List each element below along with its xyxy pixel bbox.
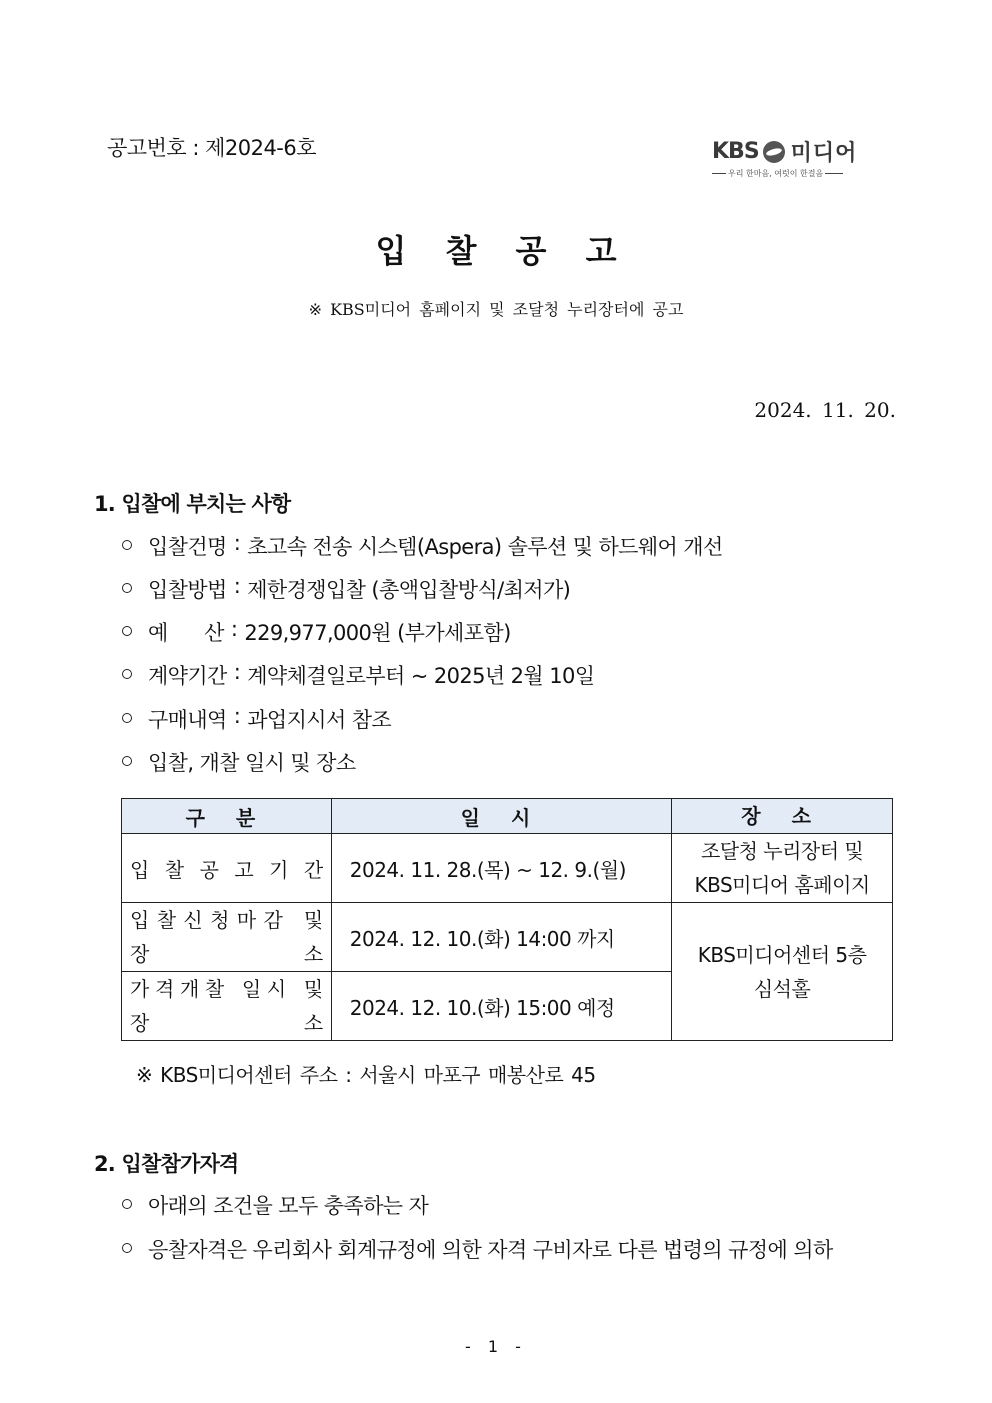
bullet-circle-icon	[122, 1199, 132, 1209]
header-category: 구 분	[122, 799, 332, 834]
bullet-circle-icon	[122, 713, 132, 723]
category-char: 신	[183, 908, 203, 932]
category-char	[290, 903, 296, 937]
category-char: 가	[130, 977, 149, 1001]
item-value: 초고속 전송 시스템(Aspera) 솔루션 및 하드웨어 개선	[247, 535, 723, 559]
kbs-media-logo	[712, 136, 877, 184]
category-line-2-left: 장	[130, 1011, 149, 1035]
cell-category	[122, 972, 332, 1041]
category-line-2-left: 장	[130, 942, 149, 966]
category-char: 고	[234, 857, 254, 882]
logo-slogan: 우리 한마음, 여럿이 한걸음	[728, 169, 824, 178]
category-char: 찰	[204, 977, 224, 1001]
category-spread-text	[130, 854, 323, 883]
category-char	[292, 972, 298, 1006]
section-2-heading: 2. 입찰참가자격	[94, 1152, 239, 1176]
category-line-2	[130, 1006, 323, 1040]
category-char: 마	[236, 908, 256, 932]
category-char: 공	[199, 857, 219, 882]
table-row	[122, 834, 893, 903]
place-line: KBS미디어 홈페이지	[694, 873, 870, 897]
category-line-1	[130, 903, 323, 937]
item-value: 응찰자격은 우리회사 회계규정에 의한 자격 구비자로 다른 법령의 규정에 의하	[148, 1238, 833, 1262]
cell-datetime: 2024. 12. 10.(화) 15:00 예정	[331, 972, 671, 1041]
item-key: 입찰방법	[148, 578, 227, 602]
cell-place	[672, 834, 893, 903]
list-item: 입찰방법 : 제한경쟁입찰 (총액입찰방식/최저가)	[120, 574, 570, 604]
category-char	[230, 972, 236, 1006]
announcement-date: 2024. 11. 20.	[754, 398, 896, 422]
table-row	[122, 903, 893, 972]
list-item: 계약기간 : 계약체결일로부터 ~ 2025년 2월 10일	[120, 660, 594, 690]
place-line: KBS미디어센터 5층	[697, 942, 867, 967]
list-item	[120, 1234, 833, 1264]
item-value: 입찰, 개찰 일시 및 장소	[148, 751, 356, 775]
page-number: - 1 -	[465, 1337, 527, 1356]
cell-datetime: 2024. 11. 28.(목) ~ 12. 9.(월)	[331, 834, 671, 903]
list-item: 구매내역 : 과업지시서 참조	[120, 704, 391, 734]
category-char: 입	[130, 908, 149, 932]
bullet-circle-icon	[122, 583, 132, 593]
logo-rule-left	[712, 173, 726, 174]
category-char: 및	[303, 908, 323, 932]
item-key: 계약기간	[148, 664, 227, 688]
place-line: 조달청 누리장터 및	[700, 839, 864, 863]
category-char: 격	[154, 977, 174, 1001]
item-value: 229,977,000원 (부가세포함)	[244, 621, 511, 645]
page-title: 입 찰 공 고	[375, 232, 631, 270]
logo-rule-right	[825, 173, 843, 174]
bullet-circle-icon	[122, 669, 132, 679]
cell-category	[122, 903, 332, 972]
category-line-2	[130, 937, 323, 971]
list-item	[120, 1190, 428, 1220]
logo-brand-korean: 미디어	[790, 141, 858, 166]
bullet-circle-icon	[122, 1243, 132, 1253]
item-key: 구매내역	[148, 708, 227, 732]
list-item	[120, 747, 356, 777]
item-key: 예 산	[148, 621, 224, 645]
item-key: 입찰건명	[148, 535, 227, 559]
list-item: 예 산 : 229,977,000원 (부가세포함)	[120, 617, 511, 647]
kbs-emblem-icon	[763, 141, 785, 163]
bullet-circle-icon	[122, 626, 132, 636]
cell-datetime: 2024. 12. 10.(화) 14:00 까지	[331, 903, 671, 972]
cell-place-merged	[672, 903, 893, 1041]
category-char: 청	[210, 908, 229, 932]
place-line: 심석홀	[753, 976, 811, 1001]
category-char: 개	[179, 977, 199, 1001]
category-line-1	[130, 972, 323, 1006]
category-char: 찰	[156, 908, 176, 932]
category-char: 및	[303, 977, 323, 1001]
address-note: ※ KBS미디어센터 주소 : 서울시 마포구 매봉산로 45	[136, 1063, 596, 1087]
cell-category	[122, 834, 332, 903]
category-char: 찰	[164, 857, 184, 882]
category-char: 간	[303, 857, 323, 882]
category-char: 감	[263, 908, 283, 932]
item-value: 아래의 조건을 모두 충족하는 자	[148, 1194, 429, 1218]
section-1-heading: 1. 입찰에 부치는 사항	[94, 492, 291, 516]
item-value: 과업지시서 참조	[247, 708, 392, 732]
table-header-row	[122, 799, 893, 834]
category-char: 입	[130, 857, 149, 882]
item-value: 제한경쟁입찰 (총액입찰방식/최저가)	[247, 578, 571, 602]
logo-brand-latin: KBS	[712, 139, 759, 164]
bullet-circle-icon	[122, 540, 132, 550]
header-datetime: 일 시	[331, 799, 671, 834]
category-char: 일	[241, 977, 261, 1001]
bullet-circle-icon	[122, 756, 132, 766]
category-char: 시	[266, 977, 286, 1001]
category-line-2-right: 소	[303, 942, 323, 966]
subtitle-note: ※ KBS미디어 홈페이지 및 조달청 누리장터에 공고	[308, 300, 684, 319]
list-item: 입찰건명 : 초고속 전송 시스템(Aspera) 솔루션 및 하드웨어 개선	[120, 531, 723, 561]
schedule-table	[121, 798, 893, 1041]
category-line-2-right: 소	[303, 1011, 323, 1035]
notice-number: 공고번호 : 제2024-6호	[107, 136, 317, 160]
item-value: 계약체결일로부터 ~ 2025년 2월 10일	[247, 664, 595, 688]
header-place: 장 소	[672, 799, 893, 834]
category-char: 기	[269, 857, 288, 882]
